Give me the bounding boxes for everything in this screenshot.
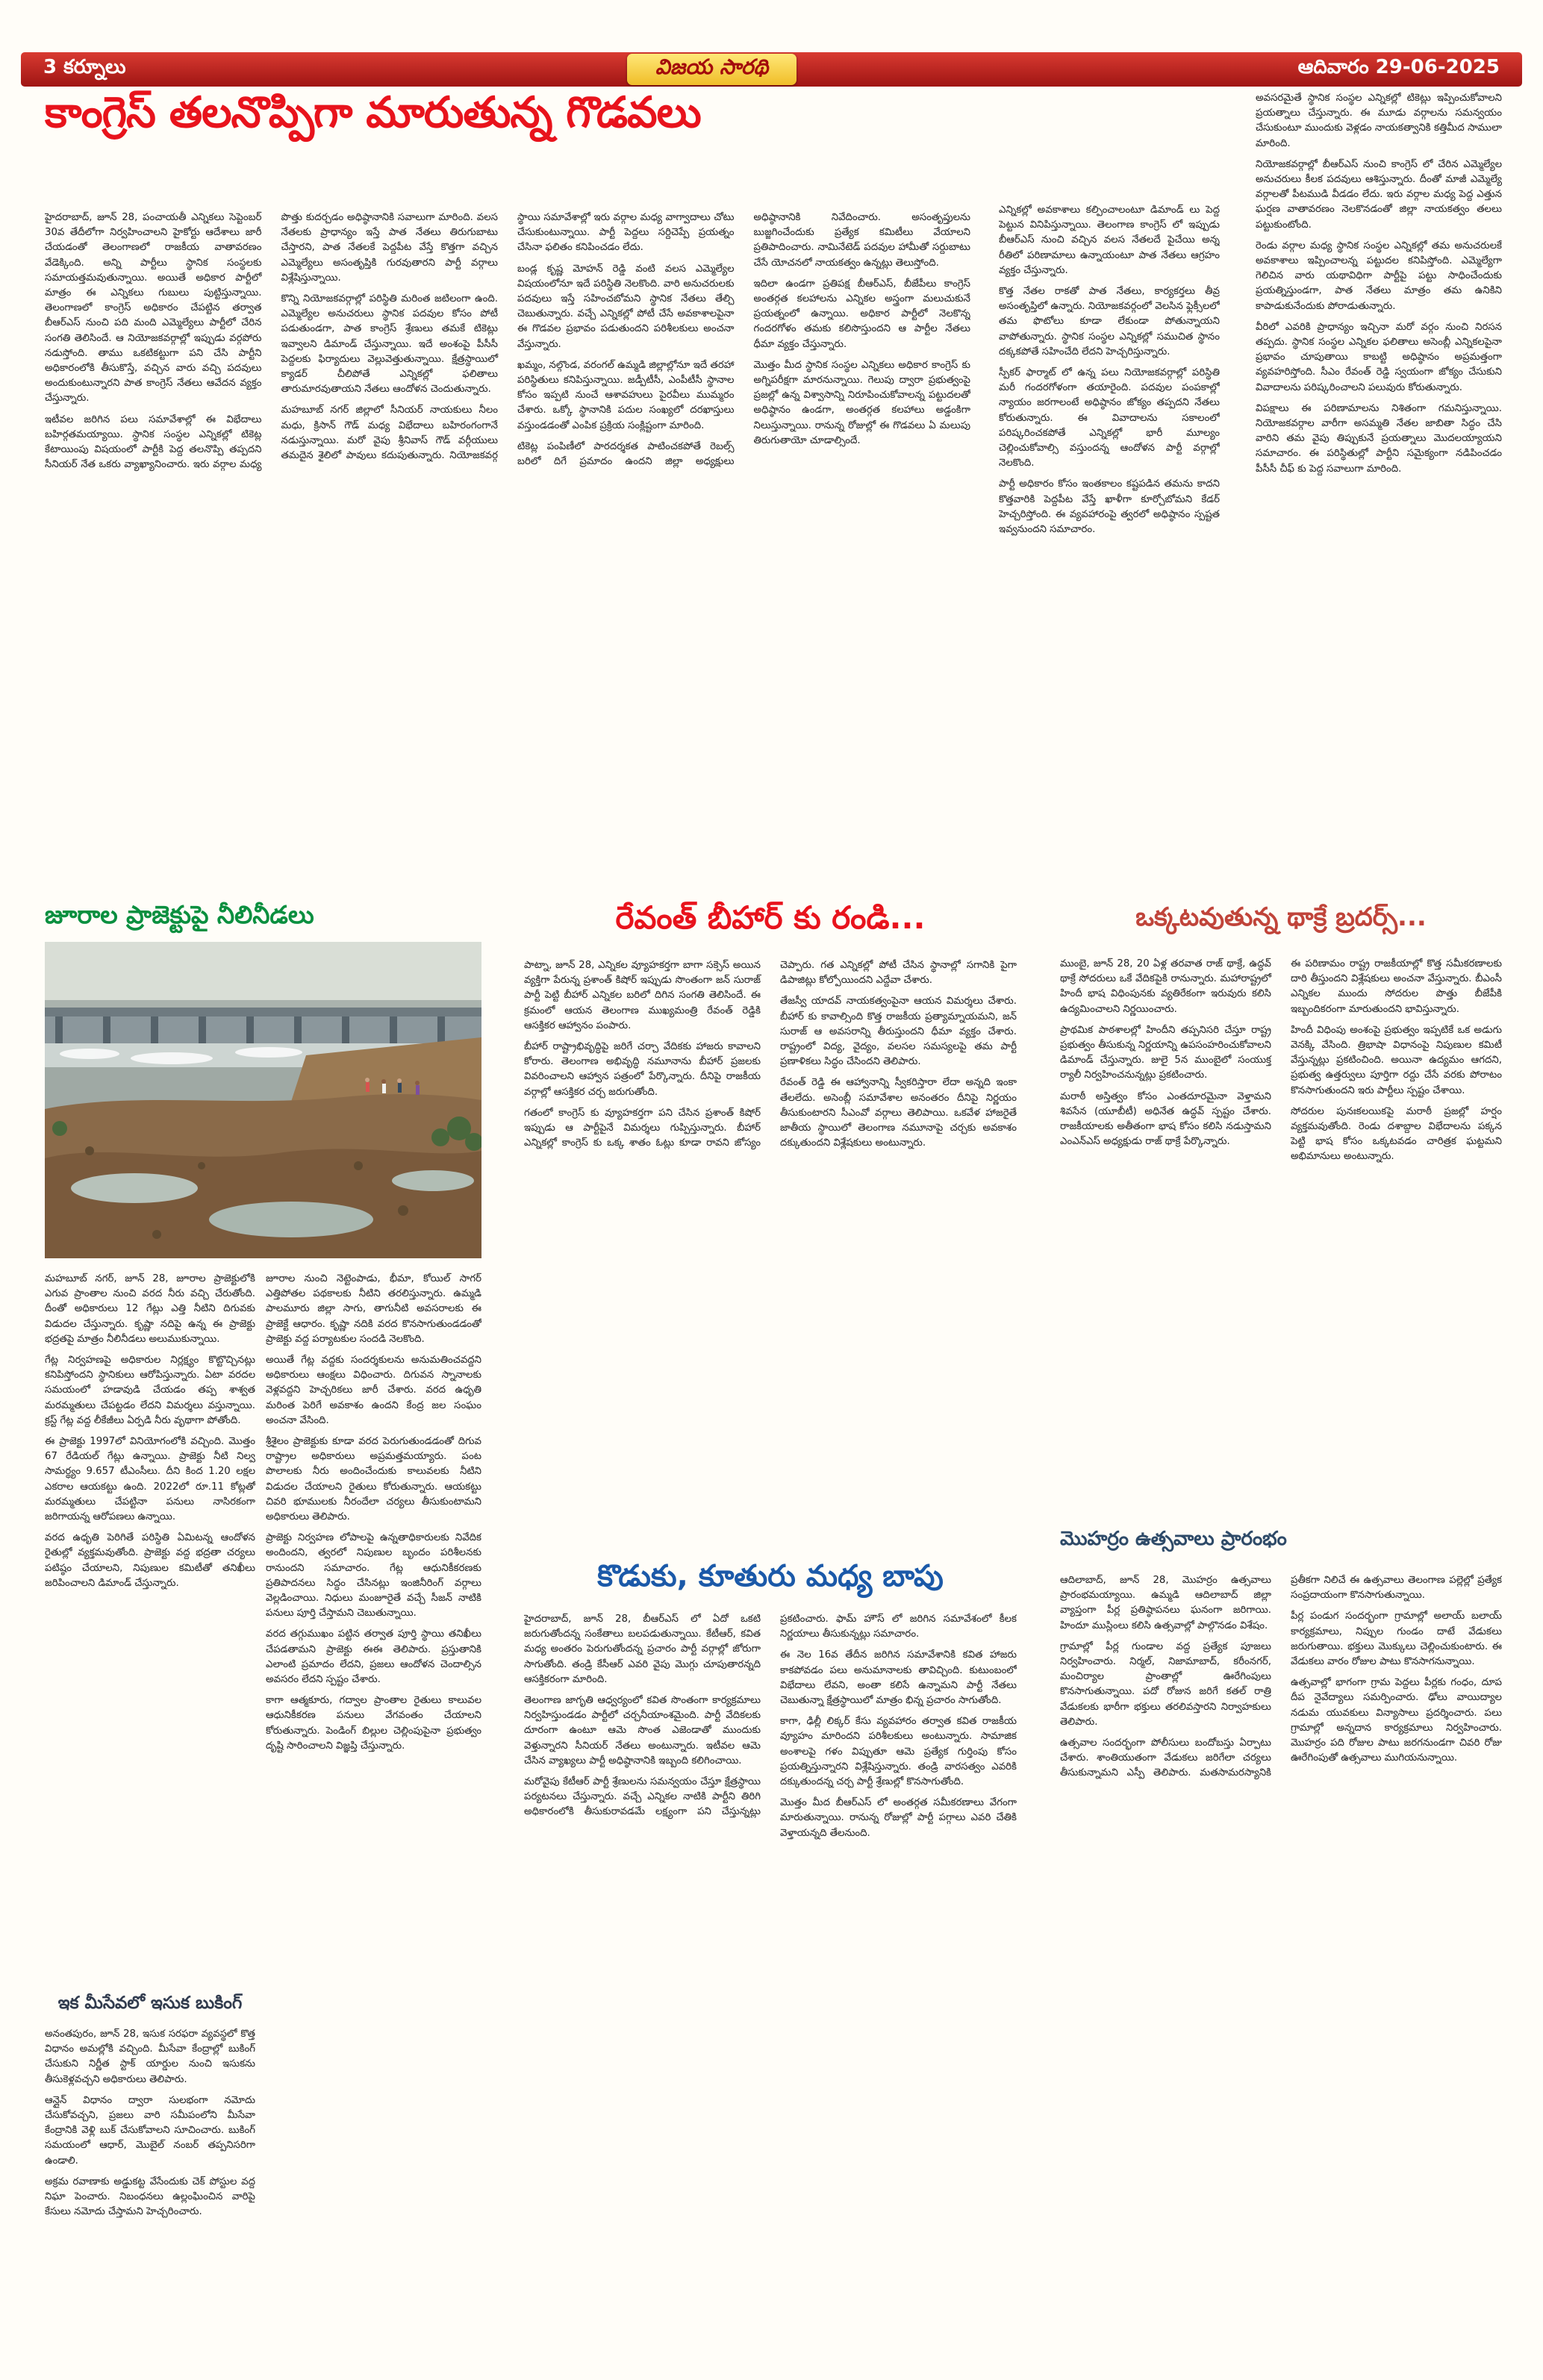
body-paragraph: ఈ పరిణామం రాష్ట్ర రాజకీయాల్లో కొత్త సమీకరణాలకు దారి తీస్తుందని విశ్లేషకులు అంచనా వేస్తున్నారు. బీఎంసీ ఎన్నికల ముందు సోదరుల పొత్తు బీజేపీకి ఇబ్బందికరంగా మారుతుందని భావిస్తున్నారు. [1291, 958, 1502, 1015]
body-paragraph: బండ్ల కృష్ణ మోహన్ రెడ్డి వంటి వలస ఎమ్మెల్యేల విషయంలోనూ ఇదే పరిస్థితి నెలకొంది. వారి అనుచరులకు పదవులు ఇస్తే సహించబోమని స్థానిక నేతలు తేల్చి చెబుతున్నారు. వచ్చే ఎన్నికల్లో పోటీ చేసే అవకాశాలపైనా ఈ గొడవల ప్రభావం పడుతుందని పరిశీలకులు అంచనా వేస్తున్నారు. [517, 263, 735, 350]
body-paragraph: గతంలో కాంగ్రెస్ కు వ్యూహకర్తగా పని చేసిన ప్రశాంత్ కిషోర్ ఇప్పుడు ఆ పార్టీపైనే విమర్శలు గుప్పిస్తున్నారు. బీహార్ ఎన్నికల్లో కాంగ్రెస్ కు ఒక్క శాతం ఓట్లు కూడా రావని జోస్యం చెప్పారు. గత ఎన్నికల్లో పోటీ చేసిన స్థానాల్లో సగానికి పైగా డిపాజిట్లు కోల్పోయిందని ఎద్దేవా చేశారు. [524, 960, 1017, 1149]
body-paragraph: అనంతపురం, జూన్ 28, ఇసుక సరఫరా వ్యవస్థలో కొత్త విధానం అమల్లోకి వచ్చింది. మీసేవా కేంద్రాల్లో బుకింగ్ చేసుకుని నిర్ణీత స్టాక్ యార్డుల నుంచి ఇసుకను తీసుకెళ్లవచ్చని అధికారులు తెలిపారు. [45, 2028, 255, 2085]
body-paragraph: వరద ఉధృతి పెరిగితే పరిస్థితి ఏమిటన్న ఆందోళన రైతుల్లో వ్యక్తమవుతోంది. ప్రాజెక్టు వద్ద భద్రతా చర్యలు పటిష్ఠం చేయాలని, నిపుణుల కమిటీతో తనిఖీలు జరిపించాలని డిమాండ్ చేస్తున్నారు. [45, 1532, 255, 1589]
body-paragraph: ముంబై, జూన్ 28, 20 ఏళ్ల తరవాత రాజ్ థాక్రే, ఉద్ధవ్ థాక్రే సోదరులు ఒకే వేదికపైకి రానున్నారు. మహారాష్ట్రలో హిందీ భాష విధింపునకు వ్యతిరేకంగా ఇరువురు కలిసి ఉద్యమించాలని నిర్ణయించారు. [1060, 958, 1271, 1015]
body-paragraph: టికెట్ల పంపిణీలో పారదర్శకత పాటించకపోతే రెబల్స్ బరిలో దిగే ప్రమాదం ఉందని జిల్లా అధ్యక్షులు అధిష్ఠానానికి నివేదించారు. అసంతృప్తులను బుజ్జగించేందుకు ప్రత్యేక కమిటీలు వేయాలని ప్రతిపాదించారు. నామినేటెడ్ పదవుల హామీతో సర్దుబాటు చేసే యోచనలో నాయకత్వం ఉన్నట్లు తెలుస్తోంది. [517, 212, 970, 468]
body-paragraph: తేజస్వీ యాదవ్ నాయకత్వంపైనా ఆయన విమర్శలు చేశారు. బీహార్ కు కావాల్సింది కొత్త రాజకీయ ప్రత్యామ్నాయమని, జన్ సురాజ్ ఆ అవసరాన్ని తీరుస్తుందని ధీమా వ్యక్తం చేశారు. రాష్ట్రంలో విద్య, వైద్యం, వలసల సమస్యలపై తమ పార్టీ ప్రణాళికలు సిద్ధం చేసిందని తెలిపారు. [780, 996, 1017, 1068]
sand-booking-headline: ఇక మీసేవలో ఇసుక బుకింగ్ [57, 1993, 243, 2013]
jurala-article-column-b [266, 1272, 481, 2360]
body-paragraph: ఈ ప్రాజెక్టు 1997లో వినియోగంలోకి వచ్చింది. మొత్తం 67 రేడియల్ గేట్లు ఉన్నాయి. ప్రాజెక్టు నీటి నిల్వ సామర్థ్యం 9.657 టీఎంసీలు. దీని కింద 1.20 లక్షల ఎకరాల ఆయకట్టు ఉంది. 2022లో రూ.11 కోట్లతో మరమ్మతులు చేపట్టినా పనులు నాసిరకంగా జరిగాయన్న ఆరోపణలు ఉన్నాయి. [45, 1436, 255, 1523]
revanth-bihar-article [524, 958, 1017, 1549]
body-paragraph: వరద తగ్గుముఖం పట్టిన తర్వాత పూర్తి స్థాయి తనిఖీలు చేపడతామని ప్రాజెక్టు ఈఈ తెలిపారు. ప్రస్తుతానికి ఎలాంటి ప్రమాదం లేదని, ప్రజలు ఆందోళన చెందాల్సిన అవసరం లేదని స్పష్టం చేశారు. [266, 1628, 481, 1686]
body-paragraph: వీరిలో ఎవరికి ప్రాధాన్యం ఇచ్చినా మరో వర్గం నుంచి నిరసన తప్పదు. స్థానిక సంస్థల ఎన్నికల ఫలితాలు అసెంబ్లీ ఎన్నికలపైనా ప్రభావం చూపుతాయి కాబట్టి అధిష్ఠానం అప్రమత్తంగా వ్యవహరిస్తోంది. సీఎం రేవంత్ రెడ్డి స్వయంగా జోక్యం చేసుకుని వివాదాలను పరిష్కరించాలని పలువురు కోరుతున్నారు. [1256, 321, 1502, 393]
body-paragraph: జూరాల నుంచి నెట్టెంపాడు, భీమా, కోయిల్ సాగర్ ఎత్తిపోతల పథకాలకు నీటిని తరలిస్తున్నారు. ఉమ్మడి పాలమూరు జిల్లా సాగు, తాగునీటి అవసరాలకు ఈ ప్రాజెక్టే ఆధారం. కృష్ణా నదికి వరద కొనసాగుతుండడంతో ప్రాజెక్టు వద్ద పర్యాటకుల సందడి నెలకొంది. [266, 1273, 481, 1345]
body-paragraph: గ్రామాల్లో పీర్ల గుండాల వద్ద ప్రత్యేక పూజలు నిర్వహించారు. నిర్మల్, నిజామాబాద్, కరీంనగర్, మంచిర్యాల ప్రాంతాల్లో ఊరేగింపులు కొనసాగుతున్నాయి. పదో రోజున జరిగే కతల్ రాత్రి వేడుకలకు భారీగా భక్తులు తరలివస్తారని నిర్వాహకులు తెలిపారు. [1060, 1640, 1271, 1728]
jurala-headline: జూరాల ప్రాజెక్టుపై నీలినీడలు [45, 900, 314, 929]
body-paragraph: అవసరమైతే స్థానిక సంస్థల ఎన్నికల్లో టికెట్లు ఇప్పించుకోవాలని ప్రయత్నాలు చేస్తున్నారు. ఈ మూడు వర్గాలను సమన్వయం చేసుకుంటూ ముందుకు వెళ్లడం నాయకత్వానికి కత్తిమీద సాములా మారింది. [1256, 93, 1502, 149]
body-paragraph: ప్రాథమిక పాఠశాలల్లో హిందీని తప్పనిసరి చేస్తూ రాష్ట్ర ప్రభుత్వం తీసుకున్న నిర్ణయాన్ని ఉపసంహరించుకోవాలని డిమాండ్ చేస్తున్నారు. జులై 5న ముంబైలో సంయుక్త ర్యాలీ నిర్వహించనున్నట్లు ప్రకటించారు. [1060, 1024, 1271, 1081]
thackeray-brothers-headline: ఒక్కటవుతున్న థాక్రే బ్రదర్స్... [1135, 902, 1427, 932]
thackeray-brothers-article [1060, 957, 1502, 1521]
sand-booking-article [45, 2027, 255, 2360]
revanth-bihar-headline: రేవంత్ బీహార్ కు రండి... [615, 899, 926, 936]
newspaper-name: విజయ సారథి [655, 54, 769, 79]
body-paragraph: రేవంత్ రెడ్డి ఈ ఆహ్వానాన్ని స్వీకరిస్తారా లేదా అన్నది ఇంకా తేలలేదు. అసెంబ్లీ సమావేశాల అనంతరం దీనిపై నిర్ణయం తీసుకుంటారని సీఎంవో వర్గాలు తెలిపాయి. ఒకవేళ హాజరైతే జాతీయ స్థాయిలో తెలంగాణ నమూనాపై చర్చకు అవకాశం దక్కుతుందని విశ్లేషకులు అంటున్నారు. [780, 1077, 1017, 1149]
body-paragraph: పార్టీ అధికారం కోసం ఇంతకాలం కష్టపడిన తమను కాదని కొత్తవారికి పెద్దపీట వేస్తే ఖాళీగా కూర్చోబోమని కేడర్ హెచ్చరిస్తోంది. ఈ వ్యవహారంపై త్వరలో అధిష్ఠానం స్పష్టత ఇవ్వనుందని సమాచారం. [999, 478, 1220, 536]
body-paragraph: ఇటీవల జరిగిన పలు సమావేశాల్లో ఈ విభేదాలు బహిర్గతమయ్యాయి. స్థానిక సంస్థల ఎన్నికల్లో టికెట్ల కేటాయింపు విషయంలో పార్టీకి పెద్ద తలనొప్పి తప్పదని సీనియర్ నేత ఒకరు వ్యాఖ్యానించారు. ఇరు వర్గాల మధ్య పొత్తు కుదర్చడం అధిష్ఠానానికి సవాలుగా మారింది. వలస నేతలకు ప్రాధాన్యం ఇస్తే పాత నేతలు తిరుగుబాటు చేస్తారని, పాత నేతలకే పెద్దపీట వేస్తే కొత్తగా వచ్చిన ఎమ్మెల్యేలు అసంతృప్తికి గురవుతారని పార్టీ వర్గాలు విశ్లేషిస్తున్నాయి. [45, 212, 498, 471]
body-paragraph: హైదరాబాద్, జూన్ 28, బీఆర్ఎస్ లో ఏదో ఒకటి జరుగుతోందన్న సంకేతాలు బలపడుతున్నాయి. కేటీఆర్, కవిత మధ్య అంతరం పెరుగుతోందన్న ప్రచారం పార్టీ వర్గాల్లో జోరుగా సాగుతోంది. తండ్రి కేసీఆర్ ఎవరి వైపు మొగ్గు చూపుతారన్నది ఆసక్తికరంగా మారింది. [524, 1614, 761, 1685]
body-paragraph: సోదరుల పునఃకలయికపై మరాఠీ ప్రజల్లో హర్షం వ్యక్తమవుతోంది. రెండు దశాబ్దాల విభేదాలను పక్కన పెట్టి భాష కోసం ఒక్కటవడం చారిత్రక ఘట్టమని అభిమానులు అంటున్నారు. [1291, 1105, 1502, 1163]
body-paragraph: శ్రీశైలం ప్రాజెక్టుకు కూడా వరద పెరుగుతుండడంతో దిగువ రాష్ట్రాల అధికారులు అప్రమత్తమయ్యారు. పంట పొలాలకు నీరు అందించేందుకు కాలువలకు నీటిని విడుదల చేయాలని రైతులు కోరుతున్నారు. ఆయకట్టు చివరి భూములకు నీరందేలా చర్యలు తీసుకుంటామని అధికారులు తెలిపారు. [266, 1436, 481, 1523]
body-paragraph: మరాఠీ అస్తిత్వం కోసం ఎంతదూరమైనా వెళ్తామని శివసేన (యూబీటీ) అధినేత ఉద్ధవ్ స్పష్టం చేశారు. రాజకీయాలకు అతీతంగా భాష కోసం కలిసి నడుస్తామని ఎంఎన్ఎస్ అధ్యక్షుడు రాజ్ థాక్రే పేర్కొన్నారు. [1060, 1090, 1271, 1148]
body-paragraph: ఆన్లైన్ విధానం ద్వారా సులభంగా నమోదు చేసుకోవచ్చని, ప్రజలు వారి సమీపంలోని మీసేవా కేంద్రానికి వెళ్లి బుక్ చేసుకోవాలని సూచించారు. బుకింగ్ సమయంలో ఆధార్, మొబైల్ నంబర్ తప్పనిసరిగా ఉండాలి. [45, 2094, 255, 2167]
body-paragraph: అయితే గేట్ల వద్దకు సందర్శకులను అనుమతించవద్దని అధికారులు ఆంక్షలు విధించారు. దిగువన స్నానాలకు వెళ్లవద్దని హెచ్చరికలు జారీ చేశారు. వరద ఉధృతి మరింత పెరిగే అవకాశం ఉందని కేంద్ర జల సంఘం అంచనా వేసింది. [266, 1355, 481, 1426]
body-paragraph: ఈ నెల 16వ తేదీన జరిగిన సమావేశానికి కవిత హాజరు కాకపోవడం పలు అనుమానాలకు తావిచ్చింది. కుటుంబంలో విభేదాలు లేవని, అంతా కలిసే ఉన్నామని పార్టీ నేతలు చెబుతున్నా క్షేత్రస్థాయిలో మాత్రం భిన్న ప్రచారం సాగుతోంది. [780, 1649, 1017, 1707]
edition-date: ఆదివారం 29-06-2025 [1297, 56, 1500, 78]
lead-article-column-5 [999, 203, 1220, 891]
page-number-label: 3 కర్నూలు [43, 56, 126, 78]
body-paragraph: బీహార్ రాష్ట్రాభివృద్ధిపై జరిగే చర్చా వేదికకు హాజరు కావాలని కోరారు. తెలంగాణ అభివృద్ధి నమూనాను బీహార్ ప్రజలకు వివరించాలని ఆహ్వాన పత్రంలో పేర్కొన్నారు. దీనిపై రాజకీయ వర్గాల్లో ఆసక్తికర చర్చ జరుగుతోంది. [524, 1041, 761, 1098]
body-paragraph: హైదరాబాద్, జూన్ 28, పంచాయతీ ఎన్నికలు సెప్టెంబర్ 30వ తేదీలోగా నిర్వహించాలని హైకోర్టు ఆదేశాలు జారీ చేయడంతో తెలంగాణలో రాజకీయ వాతావరణం వేడెక్కింది. అన్ని పార్టీలు స్థానిక సంస్థలకు సమాయత్తమవుతున్నాయి. అయితే అధికార పార్టీలో మాత్రం ఈ ఎన్నికలు గుబులు పుట్టిస్తున్నాయి. తెలంగాణలో కాంగ్రెస్ అధికారం చేపట్టిన తర్వాత బీఆర్ఎస్ నుంచి పది మంది ఎమ్మెల్యేలు పార్టీలో చేరిన సంగతి తెలిసిందే. ఆ నియోజకవర్గాల్లో ఇప్పుడు వర్గపోరు నడుస్తోంది. తాము ఒకటికట్టుగా పని చేసి పార్టీని అధికారంలోకి తీసుకొస్తే, వచ్చిన వారు వచ్చి పదవులు అందుకుంటున్నారని పాత కాంగ్రెస్ నేతలు ఆవేదన వ్యక్తం చేస్తున్నారు. [45, 212, 262, 405]
body-paragraph: ఉత్సవాల సందర్భంగా పోలీసులు బందోబస్తు ఏర్పాటు చేశారు. శాంతియుతంగా వేడుకలు జరిగేలా చర్యలు తీసుకున్నామని ఎస్పీ తెలిపారు. మతసామరస్యానికి ప్రతీకగా నిలిచే ఈ ఉత్సవాలు తెలంగాణ పల్లెల్లో ప్రత్యేక సంప్రదాయంగా కొనసాగుతున్నాయి. [1060, 1575, 1502, 1779]
jurala-article-column-a [45, 1272, 255, 1985]
body-paragraph: విపక్షాలు ఈ పరిణామాలను నిశితంగా గమనిస్తున్నాయి. నియోజకవర్గాల వారీగా అసమ్మతి నేతల జాబితా సిద్ధం చేసి వారిని తమ వైపు తిప్పుకునే ప్రయత్నాలు మొదలయ్యాయని సమాచారం. ఈ పరిస్థితుల్లో పార్టీని సమైక్యంగా నడిపించడం పీసీసీ చీఫ్ కు పెద్ద సవాలుగా మారింది. [1256, 402, 1502, 475]
lead-headline: కాంగ్రెస్ తలనొప్పిగా మారుతున్న గొడవలు [45, 88, 701, 137]
body-paragraph: హిందీ విధింపు అంశంపై ప్రభుత్వం ఇప్పటికే ఒక అడుగు వెనక్కి వేసింది. త్రిభాషా విధానంపై నిపుణుల కమిటీ వేస్తున్నట్లు ప్రకటించింది. అయినా ఉద్యమం ఆగదని, ప్రభుత్వ ఉత్తర్వులు పూర్తిగా రద్దు చేసే వరకు పోరాటం కొనసాగుతుందని ఇరు పార్టీలు స్పష్టం చేశాయి. [1291, 1024, 1502, 1096]
muharram-headline: మొహర్రం ఉత్సవాలు ప్రారంభం [1060, 1528, 1287, 1550]
body-paragraph: అక్రమ రవాణాకు అడ్డుకట్ట వేసేందుకు చెక్ పోస్టుల వద్ద నిఘా పెంచారు. నిబంధనలు ఉల్లంఘించిన వారిపై కేసులు నమోదు చేస్తామని హెచ్చరించారు. [45, 2176, 255, 2218]
masthead-bar [21, 52, 1522, 87]
body-paragraph: ఖమ్మం, నల్గొండ, వరంగల్ ఉమ్మడి జిల్లాల్లోనూ ఇదే తరహా పరిస్థితులు కనిపిస్తున్నాయి. జడ్పీటీసీ, ఎంపీటీసీ స్థానాల కోసం ఇప్పటి నుంచే ఆశావహులు పైరవీలు ముమ్మరం చేశారు. ఒక్కో స్థానానికి పదుల సంఖ్యలో దరఖాస్తులు వస్తుండడంతో ఎంపిక ప్రక్రియ సంక్లిష్టంగా మారింది. [517, 359, 735, 431]
body-paragraph: రెండు వర్గాల మధ్య స్థానిక సంస్థల ఎన్నికల్లో తమ అనుచరులకే అవకాశాలు ఇప్పించాలన్న పట్టుదల కనిపిస్తోంది. ఎమ్మెల్యేగా గెలిచిన వారు యథావిధిగా పార్టీపై పట్టు సాధించేందుకు ప్రయత్నిస్తుండగా, పాత నేతలు మాత్రం తమ ఉనికిని కాపాడుకునేందుకు పోరాడుతున్నారు. [1256, 240, 1502, 312]
body-paragraph: మొత్తం మీద స్థానిక సంస్థల ఎన్నికలు అధికార కాంగ్రెస్ కు అగ్నిపరీక్షగా మారనున్నాయి. గెలుపు ద్వారా ప్రభుత్వంపై ప్రజల్లో ఉన్న విశ్వాసాన్ని నిరూపించుకోవాలన్న పట్టుదలతో అధిష్ఠానం ఉండగా, అంతర్గత కలహాలు అడ్డంకిగా నిలుస్తున్నాయి. రానున్న రోజుల్లో ఈ గొడవలు ఏ మలుపు తిరుగుతాయో చూడాల్సిందే. [753, 359, 970, 446]
muharram-article [1060, 1573, 1502, 2360]
body-paragraph: మహబూబ్ నగర్ జిల్లాలో సీనియర్ నాయకులు నీలం మధు, క్రిసాన్ గౌడ్ మధ్య విభేదాలు బహిరంగంగానే నడుస్తున్నాయి. మరో వైపు శ్రీనివాస్ గౌడ్ వర్గీయులు తమదైన శైలిలో పావులు కదుపుతున్నారు. నియోజకవర్గ స్థాయి సమావేశాల్లో ఇరు వర్గాల మధ్య వాగ్వాదాలు చోటు చేసుకుంటున్నాయి. పార్టీ పెద్దలు సర్దిచెప్పే ప్రయత్నం చేసినా ఫలితం కనిపించడం లేదు. [281, 212, 735, 462]
body-paragraph: కాగా ఆత్మకూరు, గద్వాల ప్రాంతాల రైతులు కాలువల ఆధునికీకరణ పనులు వేగవంతం చేయాలని కోరుతున్నారు. పెండింగ్ బిల్లుల చెల్లింపుపైనా ప్రభుత్వం దృష్టి సారించాలని విజ్ఞప్తి చేస్తున్నారు. [266, 1695, 481, 1752]
body-paragraph: ఉత్సవాల్లో భాగంగా గ్రామ పెద్దలు పీర్లకు గంధం, దూప దీప నైవేద్యాలు సమర్పించారు. ఢోలు వాయిద్యాల నడుమ యువకులు విన్యాసాలు ప్రదర్శించారు. పలు గ్రామాల్లో అన్నదాన కార్యక్రమాలు నిర్వహించారు. మొహర్రం పది రోజుల పాటు జరగనుండగా చివరి రోజు ఊరేగింపుతో ఉత్సవాలు ముగియనున్నాయి. [1291, 1677, 1502, 1764]
father-son-daughter-article [524, 1612, 1017, 2360]
body-paragraph: మరోవైపు కేటీఆర్ పార్టీ శ్రేణులను సమన్వయం చేస్తూ క్షేత్రస్థాయి పర్యటనలు చేస్తున్నారు. వచ్చే ఎన్నికల నాటికి పార్టీని తిరిగి అధికారంలోకి తీసుకురావడమే లక్ష్యంగా పని చేస్తున్నట్లు ప్రకటించారు. ఫామ్ హౌస్ లో జరిగిన సమావేశంలో కీలక నిర్ణయాలు తీసుకున్నట్లు సమాచారం. [524, 1614, 1017, 1818]
body-paragraph: ఆదిలాబాద్, జూన్ 28, మొహర్రం ఉత్సవాలు ప్రారంభమయ్యాయి. ఉమ్మడి ఆదిలాబాద్ జిల్లా వ్యాప్తంగా పీర్ల ప్రతిష్ఠాపనలు ఘనంగా జరిగాయి. హిందూ ముస్లింలు కలిసి ఉత్సవాల్లో పాల్గొనడం విశేషం. [1060, 1575, 1271, 1631]
body-paragraph: పీర్ల పండుగ సందర్భంగా గ్రామాల్లో అలాయ్ బలాయ్ కార్యక్రమాలు, నిప్పుల గుండం దాటే వేడుకలు జరుగుతాయి. భక్తులు మొక్కులు చెల్లించుకుంటారు. ఈ వేడుకలు వారం రోజుల పాటు కొనసాగనున్నాయి. [1291, 1611, 1502, 1668]
body-paragraph: పాట్నా, జూన్ 28, ఎన్నికల వ్యూహకర్తగా బాగా సక్సెస్ అయిన వ్యక్తిగా పేరున్న ప్రశాంత్ కిషోర్ ఇప్పుడు సొంతంగా జన్ సురాజ్ పార్టీ పెట్టి బీహార్ ఎన్నికల బరిలో దిగిన సంగతి తెలిసిందే. ఈ క్రమంలో ఆయన తెలంగాణ ముఖ్యమంత్రి రేవంత్ రెడ్డికి ఆసక్తికర ఆహ్వానం పంపారు. [524, 960, 761, 1031]
lead-article-column-6 [1256, 91, 1502, 891]
jurala-dam-photo [45, 942, 481, 1258]
body-paragraph: నియోజకవర్గాల్లో బీఆర్ఎస్ నుంచి కాంగ్రెస్ లో చేరిన ఎమ్మెల్యేల అనుచరులు కీలక పదవులు ఆశిస్తున్నారు. దీంతో మాజీ ఎమ్మెల్యే వర్గాలతో పీటముడి వీడడం లేదు. ఇరు వర్గాల మధ్య పెద్ద ఎత్తున ఘర్షణ వాతావరణం నెలకొనడంతో జిల్లా నాయకత్వం తలలు పట్టుకుంటోంది. [1256, 158, 1502, 231]
newspaper-name-badge [627, 54, 797, 85]
body-paragraph: ప్రాజెక్టు నిర్వహణ లోపాలపై ఉన్నతాధికారులకు నివేదిక అందిందని, త్వరలో నిపుణుల బృందం పరిశీలనకు రానుందని సమాచారం. గేట్ల ఆధునికీకరణకు ప్రతిపాదనలు సిద్ధం చేసినట్లు ఇంజినీరింగ్ వర్గాలు వెల్లడించాయి. నిధులు మంజూరైతే వచ్చే సీజన్ నాటికి పనులు పూర్తి చేస్తామని చెబుతున్నాయి. [266, 1532, 481, 1620]
body-paragraph: కాగా, ఢిల్లీ లిక్కర్ కేసు వ్యవహారం తర్వాత కవిత రాజకీయ వ్యూహం మారిందని పరిశీలకులు అంటున్నారు. సామాజిక అంశాలపై గళం విప్పుతూ ఆమె ప్రత్యేక గుర్తింపు కోసం ప్రయత్నిస్తున్నారని విశ్లేషిస్తున్నారు. తండ్రి వారసత్వం ఎవరికి దక్కుతుందన్న చర్చ పార్టీ శ్రేణుల్లో కొనసాగుతోంది. [780, 1716, 1017, 1788]
father-son-daughter-headline: కొడుకు, కూతురు మధ్య బాపు [597, 1559, 944, 1593]
body-paragraph: కొత్త నేతల రాకతో పాత నేతలు, కార్యకర్తలు తీవ్ర అసంతృప్తిలో ఉన్నారు. నియోజకవర్గంలో వెలసిన ఫ్లెక్సీలలో తమ ఫొటోలు కూడా లేకుండా పోతున్నాయని వాపోతున్నారు. స్థానిక సంస్థల ఎన్నికల్లో సముచిత స్థానం దక్కకపోతే సహించేది లేదని హెచ్చరిస్తున్నారు. [999, 286, 1220, 357]
body-paragraph: తెలంగాణ జాగృతి ఆధ్వర్యంలో కవిత సొంతంగా కార్యక్రమాలు నిర్వహిస్తుండడం పార్టీలో చర్చనీయాంశమైంది. పార్టీ వేదికలకు దూరంగా ఉంటూ ఆమె సొంత ఎజెండాతో ముందుకు వెళ్తున్నారని సీనియర్ నేతలు అంటున్నారు. ఇటీవల ఆమె చేసిన వ్యాఖ్యలు పార్టీ అధిష్ఠానానికి ఇబ్బంది కలిగించాయి. [524, 1695, 761, 1767]
body-paragraph: మహబూబ్ నగర్, జూన్ 28, జూరాల ప్రాజెక్టులోకి ఎగువ ప్రాంతాల నుంచి వరద నీరు వచ్చి చేరుతోంది. దీంతో అధికారులు 12 గేట్లు ఎత్తి నీటిని దిగువకు విడుదల చేస్తున్నారు. కృష్ణా నదిపై ఉన్న ఈ ప్రాజెక్టు భద్రతపై మాత్రం నీలినీడలు అలుముకున్నాయి. [45, 1273, 255, 1345]
body-paragraph: కొన్ని నియోజకవర్గాల్లో పరిస్థితి మరింత జటిలంగా ఉంది. ఎమ్మెల్యేల అనుచరులు స్థానిక పదవుల కోసం పోటీ పడుతుండగా, పాత కాంగ్రెస్ శ్రేణులు తమకే టికెట్లు ఇవ్వాలని డిమాండ్ చేస్తున్నాయి. ఇదే అంశంపై పీసీసీ పెద్దలకు ఫిర్యాదులు వెల్లువెత్తుతున్నాయి. క్షేత్రస్థాయిలో క్యాడర్ చీలిపోతే ఎన్నికల్లో ఫలితాలు తారుమారవుతాయని నేతలు ఆందోళన చెందుతున్నారు. [281, 293, 498, 396]
body-paragraph: స్పీకర్ ఫార్మాట్ లో ఉన్న పలు నియోజకవర్గాల్లో పరిస్థితి మరీ గందరగోళంగా తయారైంది. పదవుల పంపకాల్లో న్యాయం జరగాలంటే అధిష్ఠానం జోక్యం తప్పదని నేతలు కోరుతున్నారు. ఈ వివాదాలను సకాలంలో పరిష్కరించకపోతే ఎన్నికల్లో భారీ మూల్యం చెల్లించుకోవాల్సి వస్తుందన్న ఆందోళన పార్టీ వర్గాల్లో నెలకొంది. [999, 367, 1220, 469]
body-paragraph: ఎన్నికల్లో అవకాశాలు కల్పించాలంటూ డిమాండ్ లు పెద్ద పెట్టున వినిపిస్తున్నాయి. తెలంగాణ కాంగ్రెస్ లో ఇప్పుడు బీఆర్ఎస్ నుంచి వచ్చిన వలస నేతలదే పైచేయి అన్న రీతిలో పరిణామాలు ఉన్నాయంటూ పాత నేతలు ఆగ్రహం వ్యక్తం చేస్తున్నారు. [999, 204, 1220, 276]
body-paragraph: గేట్ల నిర్వహణపై అధికారుల నిర్లక్ష్యం కొట్టొచ్చినట్లు కనిపిస్తోందని స్థానికులు ఆరోపిస్తున్నారు. ఏటా వరదల సమయంలో హడావుడి చేయడం తప్ప శాశ్వత మరమ్మతులు చేపట్టడం లేదని విమర్శలు వస్తున్నాయి. క్రస్ట్ గేట్ల వద్ద లీకేజీలు ఏర్పడి నీరు వృథాగా పోతోంది. [45, 1355, 255, 1426]
lead-article-body [45, 210, 970, 890]
body-paragraph: ఇదిలా ఉండగా ప్రతిపక్ష బీఆర్ఎస్, బీజేపీలు కాంగ్రెస్ అంతర్గత కలహాలను ఎన్నికల అస్త్రంగా మలుచుకునే ప్రయత్నంలో ఉన్నాయి. అధికార పార్టీలో నెలకొన్న గందరగోళం తమకు కలిసొస్తుందని ఆ పార్టీల నేతలు ధీమా వ్యక్తం చేస్తున్నారు. [753, 278, 970, 350]
body-paragraph: మొత్తం మీద బీఆర్ఎస్ లో అంతర్గత సమీకరణాలు వేగంగా మారుతున్నాయి. రానున్న రోజుల్లో పార్టీ పగ్గాలు ఎవరి చేతికి వెళ్తాయన్నది తేలనుంది. [780, 1797, 1017, 1839]
